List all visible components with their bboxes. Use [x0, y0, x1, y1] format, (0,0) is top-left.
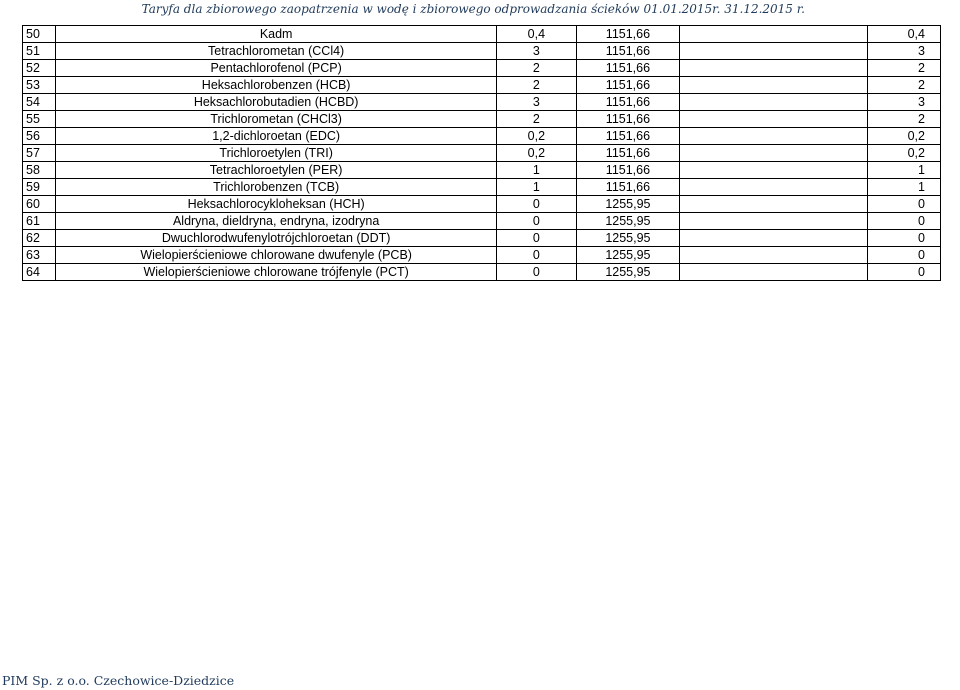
rate-value: 1151,66	[576, 77, 680, 94]
rate-value: 1151,66	[576, 111, 680, 128]
substance-name: Aldryna, dieldryna, endryna, izodryna	[56, 213, 497, 230]
row-number: 52	[23, 60, 56, 77]
limit-value: 0,2	[497, 128, 577, 145]
table-row	[23, 43, 941, 60]
empty-cell	[680, 247, 868, 264]
row-number: 57	[23, 145, 56, 162]
empty-cell	[680, 128, 868, 145]
empty-cell	[680, 179, 868, 196]
rate-value: 1255,95	[576, 264, 680, 281]
substance-name: Pentachlorofenol (PCP)	[56, 60, 497, 77]
table-row	[23, 230, 941, 247]
substance-name: Trichloroetylen (TRI)	[56, 145, 497, 162]
table-row	[23, 162, 941, 179]
result-value: 1	[868, 179, 941, 196]
table-row	[23, 94, 941, 111]
row-number: 61	[23, 213, 56, 230]
substance-name: Tetrachlorometan (CCl4)	[56, 43, 497, 60]
table-row	[23, 128, 941, 145]
result-value: 2	[868, 77, 941, 94]
result-value: 1	[868, 162, 941, 179]
result-value: 0	[868, 264, 941, 281]
page-footer: PIM Sp. z o.o. Czechowice-Dziedzice	[2, 673, 235, 688]
limit-value: 2	[497, 60, 577, 77]
rate-value: 1151,66	[576, 43, 680, 60]
limit-value: 2	[497, 111, 577, 128]
limit-value: 1	[497, 179, 577, 196]
empty-cell	[680, 264, 868, 281]
empty-cell	[680, 213, 868, 230]
result-value: 3	[868, 43, 941, 60]
limit-value: 3	[497, 94, 577, 111]
substance-name: 1,2-dichloroetan (EDC)	[56, 128, 497, 145]
table-row	[23, 179, 941, 196]
row-number: 53	[23, 77, 56, 94]
limit-value: 0,2	[497, 145, 577, 162]
substance-name: Wielopierścieniowe chlorowane trójfenyle (PCT)	[56, 264, 497, 281]
row-number: 54	[23, 94, 56, 111]
limit-value: 0	[497, 196, 577, 213]
result-value: 2	[868, 60, 941, 77]
table-row	[23, 196, 941, 213]
result-value: 0	[868, 213, 941, 230]
rate-value: 1151,66	[576, 26, 680, 43]
table-row	[23, 111, 941, 128]
pollutant-tariff-table	[22, 25, 941, 281]
empty-cell	[680, 145, 868, 162]
limit-value: 0,4	[497, 26, 577, 43]
limit-value: 0	[497, 247, 577, 264]
table-row	[23, 264, 941, 281]
substance-name: Heksachlorobutadien (HCBD)	[56, 94, 497, 111]
empty-cell	[680, 162, 868, 179]
result-value: 0,2	[868, 128, 941, 145]
table-row	[23, 247, 941, 264]
table-body	[23, 26, 941, 281]
rate-value: 1151,66	[576, 128, 680, 145]
rate-value: 1255,95	[576, 230, 680, 247]
substance-name: Wielopierścieniowe chlorowane dwufenyle (PCB)	[56, 247, 497, 264]
limit-value: 0	[497, 264, 577, 281]
row-number: 50	[23, 26, 56, 43]
substance-name: Heksachlorocykloheksan (HCH)	[56, 196, 497, 213]
limit-value: 3	[497, 43, 577, 60]
rate-value: 1255,95	[576, 247, 680, 264]
empty-cell	[680, 26, 868, 43]
table-row	[23, 213, 941, 230]
result-value: 0,2	[868, 145, 941, 162]
empty-cell	[680, 230, 868, 247]
row-number: 62	[23, 230, 56, 247]
result-value: 0	[868, 196, 941, 213]
rate-value: 1151,66	[576, 60, 680, 77]
rate-value: 1151,66	[576, 94, 680, 111]
row-number: 58	[23, 162, 56, 179]
empty-cell	[680, 94, 868, 111]
result-value: 0	[868, 247, 941, 264]
table-row	[23, 60, 941, 77]
row-number: 60	[23, 196, 56, 213]
rate-value: 1255,95	[576, 213, 680, 230]
empty-cell	[680, 60, 868, 77]
row-number: 63	[23, 247, 56, 264]
empty-cell	[680, 196, 868, 213]
empty-cell	[680, 111, 868, 128]
row-number: 59	[23, 179, 56, 196]
substance-name: Trichlorometan (CHCl3)	[56, 111, 497, 128]
rate-value: 1151,66	[576, 179, 680, 196]
result-value: 0,4	[868, 26, 941, 43]
substance-name: Tetrachloroetylen (PER)	[56, 162, 497, 179]
limit-value: 1	[497, 162, 577, 179]
result-value: 3	[868, 94, 941, 111]
table-row	[23, 26, 941, 43]
substance-name: Dwuchlorodwufenylotrójchloroetan (DDT)	[56, 230, 497, 247]
limit-value: 0	[497, 213, 577, 230]
result-value: 2	[868, 111, 941, 128]
row-number: 55	[23, 111, 56, 128]
rate-value: 1255,95	[576, 196, 680, 213]
row-number: 51	[23, 43, 56, 60]
substance-name: Kadm	[56, 26, 497, 43]
limit-value: 2	[497, 77, 577, 94]
rate-value: 1151,66	[576, 145, 680, 162]
result-value: 0	[868, 230, 941, 247]
empty-cell	[680, 43, 868, 60]
table-row	[23, 77, 941, 94]
page-header: Taryfa dla zbiorowego zaopatrzenia w wodę i zbiorowego odprowadzania ścieków 01.01.2015r. 31.12.2015 r.	[141, 2, 805, 16]
row-number: 56	[23, 128, 56, 145]
substance-name: Trichlorobenzen (TCB)	[56, 179, 497, 196]
empty-cell	[680, 77, 868, 94]
table-row	[23, 145, 941, 162]
rate-value: 1151,66	[576, 162, 680, 179]
row-number: 64	[23, 264, 56, 281]
substance-name: Heksachlorobenzen (HCB)	[56, 77, 497, 94]
limit-value: 0	[497, 230, 577, 247]
